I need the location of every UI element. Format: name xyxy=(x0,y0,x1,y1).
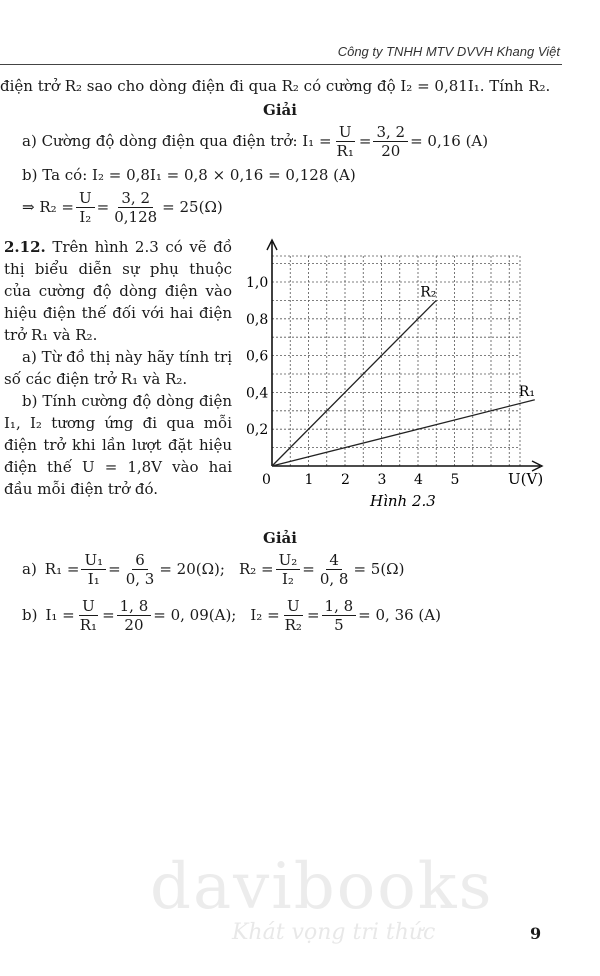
problem-212-part-b: b) Tính cường độ dòng điện I₁, I₂ tương ứng đi qua mỗi điện trở khi lần lượt đặt hiệu điện thế U = 1,8V vào hai đầu mỗi điện trở đó. xyxy=(4,392,232,498)
y-tick-label: 0,4 xyxy=(246,385,269,402)
sol-a-label: a) xyxy=(22,560,37,578)
fraction xyxy=(317,551,352,588)
frac-num: U xyxy=(284,597,303,616)
frac-num: 4 xyxy=(326,551,342,570)
fraction xyxy=(76,189,95,226)
frac-num: 1, 8 xyxy=(322,597,357,616)
problem-212-part-a: a) Từ đồ thị này hãy tính trị số các điện trở R₁ và R₂. xyxy=(4,348,232,388)
y-tick-label: 0,6 xyxy=(246,348,269,365)
series-line-r1 xyxy=(272,400,535,466)
prev-a-result: = 0,16 (A) xyxy=(410,132,489,150)
series-label-r1: R₁ xyxy=(518,383,535,400)
sol-a-res2: = 5(Ω) xyxy=(353,560,405,578)
equals: = xyxy=(96,198,110,216)
frac-num: 6 xyxy=(132,551,148,570)
frac-num: 3, 2 xyxy=(373,123,408,142)
header-rule xyxy=(0,64,562,65)
equals: = xyxy=(358,132,372,150)
sol-b-res1: = 0, 09(A); xyxy=(153,606,237,624)
prev-problem-tail: điện trở R₂ sao cho dòng điện đi qua R₂ có cường độ I₂ = 0,81I₁. Tính R₂. xyxy=(0,77,551,95)
prev-part-a xyxy=(22,118,488,164)
frac-num: U xyxy=(76,189,95,208)
figure-caption: Hình 2.3 xyxy=(370,492,436,510)
equals: = xyxy=(102,606,115,624)
frac-den: R₂ xyxy=(284,615,302,634)
problem-number: 2.12. xyxy=(4,238,46,256)
frac-den: I₂ xyxy=(79,207,92,226)
chart-ticks xyxy=(246,275,459,488)
frac-num: U₁ xyxy=(81,551,106,570)
frac-num: U xyxy=(79,597,98,616)
fraction xyxy=(276,551,301,588)
frac-den: I₁ xyxy=(87,569,100,588)
solution-heading-prev: Giải xyxy=(263,101,297,119)
frac-den: R₁ xyxy=(336,141,354,160)
fraction xyxy=(282,597,305,634)
x-axis-label: U(V) xyxy=(508,470,544,488)
frac-num: U₂ xyxy=(276,551,301,570)
y-tick-label: 0,8 xyxy=(246,311,269,328)
fraction xyxy=(334,123,357,160)
watermark-logo: davibooks xyxy=(150,850,494,924)
series-line-r2 xyxy=(272,300,436,466)
page-number: 9 xyxy=(530,924,542,943)
problem-212-statement xyxy=(4,236,232,346)
fraction xyxy=(373,123,408,160)
y-tick-label: 1,0 xyxy=(246,275,269,291)
fraction xyxy=(77,597,100,634)
sol-b-label: b) xyxy=(22,606,38,624)
equals: = xyxy=(302,560,315,578)
frac-num: 1, 8 xyxy=(117,597,152,616)
fraction xyxy=(81,551,106,588)
graph-figure-2-3 xyxy=(236,236,566,516)
frac-den: 0, 3 xyxy=(125,569,155,588)
frac-num: 3, 2 xyxy=(118,189,153,208)
frac-den: 5 xyxy=(334,615,344,634)
x-tick-label: 2 xyxy=(341,472,350,488)
series-label-r2: R₂ xyxy=(420,284,437,301)
prev-c-result: = 25(Ω) xyxy=(162,198,223,216)
fraction xyxy=(322,597,357,634)
sol-a-r1: R₁ = xyxy=(44,560,80,578)
prev-part-c xyxy=(22,184,223,230)
frac-den: 20 xyxy=(124,615,144,634)
fraction xyxy=(117,597,152,634)
solution-212-b xyxy=(22,592,441,638)
watermark-tagline: Khát vọng tri thức xyxy=(232,920,436,945)
prev-c-prefix: ⇒ R₂ = xyxy=(22,198,74,216)
problem-212 xyxy=(4,236,232,500)
frac-den: 0, 8 xyxy=(319,569,349,588)
solution-212-a xyxy=(22,546,404,592)
prev-a-prefix: a) Cường độ dòng điện qua điện trở: I₁ = xyxy=(22,132,332,150)
frac-num: U xyxy=(336,123,355,142)
running-header: Công ty TNHH MTV DVVH Khang Việt xyxy=(337,44,560,59)
sol-b-i1: I₁ = xyxy=(45,606,75,624)
prev-part-b: b) Ta có: I₂ = 0,8I₁ = 0,8 × 0,16 = 0,128 (A) xyxy=(22,166,356,184)
fraction xyxy=(123,551,158,588)
solution-heading-212: Giải xyxy=(263,529,297,547)
chart-series xyxy=(272,284,535,466)
problem-212-text: Trên hình 2.3 có vẽ đồ thị biểu diễn sự phụ thuộc của cường độ dòng điện vào hiệu điện thế đối với hai điện trở R₁ và R₂. xyxy=(4,238,232,344)
frac-den: I₂ xyxy=(281,569,294,588)
sol-a-res1: = 20(Ω); xyxy=(159,560,225,578)
x-tick-label: 4 xyxy=(414,472,423,488)
x-tick-label: 1 xyxy=(304,472,314,488)
x-tick-label: 3 xyxy=(377,472,387,488)
frac-den: R₁ xyxy=(79,615,98,634)
frac-den: 20 xyxy=(381,141,401,160)
x-tick-label: 0 xyxy=(262,472,271,488)
equals: = xyxy=(108,560,121,578)
fraction xyxy=(111,189,160,226)
equals: = xyxy=(306,606,320,624)
frac-den: 0,128 xyxy=(114,207,158,226)
x-tick-label: 5 xyxy=(450,472,460,488)
sol-b-i2: I₂ = xyxy=(250,606,280,624)
sol-a-r2: R₂ = xyxy=(238,560,274,578)
sol-b-res2: = 0, 36 (A) xyxy=(358,606,441,624)
y-tick-label: 0,2 xyxy=(246,422,269,439)
